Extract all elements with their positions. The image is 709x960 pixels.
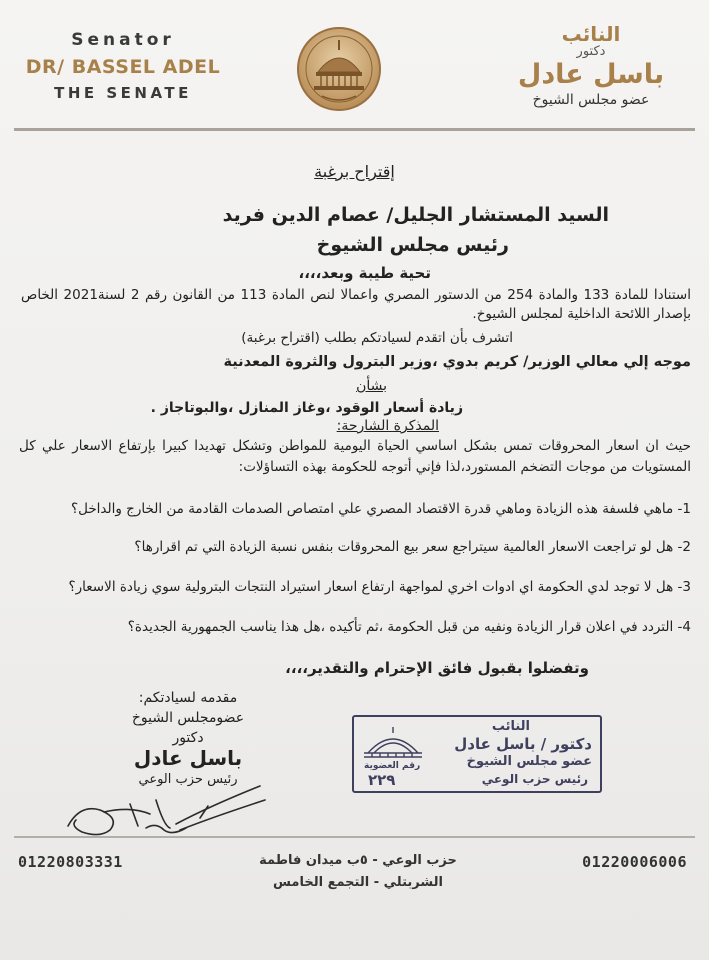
stamp-membership-number: ٢٢٩	[368, 771, 396, 789]
question-2: 2- هل لو تراجعت الاسعار العالمية سيتراجع سعر بيع المحروقات بنفس نسبة الزيادة التي تم اقرارها؟	[134, 539, 691, 555]
header-ar-title: النائب	[561, 22, 621, 46]
header-en-senator: Senator	[71, 30, 175, 50]
header-en-name: DR/ BASSEL ADEL	[25, 56, 221, 78]
signature-line3: دكتور	[172, 730, 204, 746]
footer-address	[250, 853, 466, 890]
header-divider	[14, 128, 695, 131]
stamp-name: دكتور / باسل عادل	[454, 735, 592, 753]
signature-line2: عضومجلس الشيوخ	[131, 710, 245, 726]
greeting: تحية طيبة وبعد،،،،	[298, 264, 431, 282]
footer-divider	[14, 836, 695, 838]
stamp-party: رئيس حزب الوعي	[481, 772, 588, 786]
request-paragraph: اتشرف بأن اتقدم لسيادتكم بطلب (اقتراح برغبة)	[241, 330, 513, 346]
senate-seal-icon	[296, 26, 382, 112]
addressee-line1: السيد المستشار الجليل/ عصام الدين فريد	[222, 204, 609, 226]
footer-phone-right: 01220006006	[582, 853, 687, 871]
stamp-title: النائب	[491, 719, 530, 734]
header-arabic	[491, 22, 691, 108]
signature-party: رئيس حزب الوعي	[138, 772, 238, 787]
document-title: إقتراح برغبة	[314, 162, 395, 181]
legal-basis-paragraph: استنادا للمادة 133 والمادة 254 من الدستور المصري واعمالا لنص المادة 113 من القانون رقم 2 لسنة2021 الخاص بإصدار اللائحة الداخلية لمجلس الشيوخ.	[21, 287, 691, 322]
memo-intro: حيث ان اسعار المحروقات تمس بشكل اساسي الحياة اليومية للمواطن وتشكل تهديدا كبيرا بإرتفاع الاسعار علي كل المستويات من موجات التضخم المستورد،لذا فإني أتوجه للحكومة بهذه التساؤلات:	[19, 438, 691, 475]
question-1: 1- ماهي فلسفة هذه الزيادة وماهي قدرة الاقتصاد المصري علي امتصاص الصدمات القادمة من الخارج والداخل؟	[70, 501, 691, 517]
handwritten-signature-icon	[60, 766, 280, 846]
header-english	[18, 30, 228, 102]
stamp-membership-label: رقم العضوية	[364, 761, 421, 771]
header-en-senate: THE SENATE	[54, 84, 192, 102]
question-4: 4- التردد في اعلان قرار الزيادة ونفيه من قبل الحكومة ،ثم تأكيده ،هل هذا يناسب الجمهورية الجديدة؟	[127, 619, 691, 635]
question-3: 3- هل لا توجد لدي الحكومة اي ادوات اخري لمواجهة ارتفاع اسعار استيراد النتجات البترولية سوي زيادة الاسعار؟	[68, 579, 691, 595]
senate-dome-icon	[360, 725, 426, 761]
closing-line: وتفضلوا بقبول فائق الإحترام والتقدير،،،،	[285, 659, 589, 677]
subject-line: زيادة أسعار الوقود ،وغاز المنازل ،والبوتاجاز .	[150, 400, 463, 416]
directed-to: موجه إلي معالي الوزير/ كريم بدوي ،وزير البترول والثروة المعدنية	[223, 354, 691, 370]
footer-address-line2: الشربتلي - التجمع الخامس	[273, 875, 443, 890]
regarding-label: بشأن	[356, 378, 387, 394]
footer-phone-left: 01220803331	[18, 853, 123, 871]
official-stamp	[352, 715, 602, 793]
signature-name: باسل عادل	[133, 746, 243, 770]
footer-address-line1: حزب الوعي - ٥ب ميدان فاطمة	[259, 853, 457, 868]
addressee-line2: رئيس مجلس الشيوخ	[316, 234, 509, 256]
header-ar-name: باسل عادل	[517, 59, 665, 90]
memo-heading: المذكرة الشارحة:	[336, 418, 439, 434]
header-ar-role: عضو مجلس الشيوخ	[532, 92, 650, 108]
signature-line1: مقدمه لسيادتكم:	[138, 690, 238, 706]
stamp-role: عضو مجلس الشيوخ	[466, 754, 592, 769]
header-ar-prefix: دكتور	[576, 44, 606, 59]
